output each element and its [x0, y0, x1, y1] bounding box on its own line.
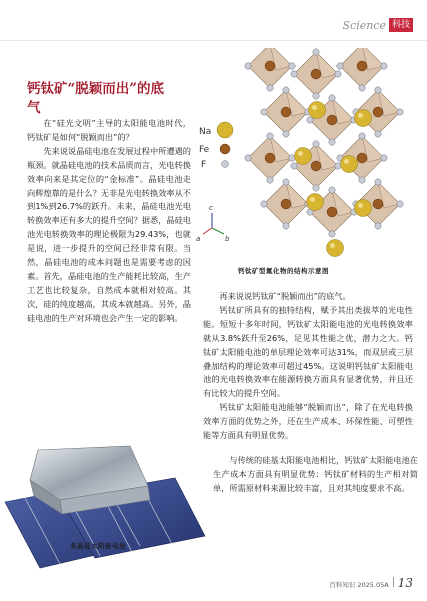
- right-column: [203, 290, 413, 443]
- fe-atom: [311, 69, 321, 79]
- f-atom: [289, 155, 295, 161]
- fe-atom: [281, 107, 291, 117]
- fe-atom: [373, 107, 383, 117]
- f-atom: [283, 87, 289, 93]
- perovskite-structure-figure: [195, 48, 425, 280]
- legend-fe-atom: [220, 144, 230, 154]
- fe-atom: [327, 115, 337, 125]
- section-label-cn: 科技: [389, 18, 413, 32]
- f-atom: [375, 223, 381, 229]
- f-atom: [245, 63, 251, 69]
- paragraph: 钙钛矿太阳能电池能够“脱颖而出”，除了在光电转换效率方面的优势之外，还在生产成本、环保性能、可塑性能等方面具有明显优势。: [203, 402, 413, 441]
- na-atom-highlight: [298, 151, 303, 156]
- na-atom: [327, 240, 344, 257]
- fe-atom: [327, 207, 337, 217]
- na-atom: [309, 102, 326, 119]
- legend-na-label: Na: [199, 127, 212, 137]
- f-atom: [289, 63, 295, 69]
- axis-b-label: b: [225, 235, 230, 243]
- fe-atom: [357, 61, 367, 71]
- f-atom: [261, 201, 267, 207]
- f-atom: [291, 163, 297, 169]
- na-atom-highlight: [312, 105, 317, 110]
- legend-f-label: F: [201, 160, 207, 170]
- right-column-lower: [213, 454, 418, 496]
- na-atom-highlight: [310, 197, 315, 202]
- na-atom-highlight: [358, 203, 363, 208]
- fe-atom: [265, 61, 275, 71]
- article-title: 钙钛矿“脱颖而出”的底气: [27, 81, 165, 116]
- f-atom: [375, 179, 381, 185]
- f-atom: [337, 63, 343, 69]
- f-atom: [313, 49, 319, 55]
- f-atom: [261, 109, 267, 115]
- header-divider: [0, 40, 427, 41]
- f-atom: [381, 63, 387, 69]
- f-atom: [359, 177, 365, 183]
- fe-atom: [281, 199, 291, 209]
- f-atom: [267, 177, 273, 183]
- legend-na-atom: [217, 122, 233, 138]
- left-column: [27, 117, 191, 326]
- f-atom: [329, 187, 335, 193]
- f-atom: [313, 185, 319, 191]
- f-atom: [291, 71, 297, 77]
- axis-indicator: [196, 204, 230, 243]
- f-atom: [245, 155, 251, 161]
- figure2-caption: 多晶硅太阳能电池: [70, 542, 126, 550]
- f-atom: [397, 109, 403, 115]
- f-atom: [267, 133, 273, 139]
- section-label-en: Science: [342, 18, 386, 32]
- f-atom: [359, 85, 365, 91]
- f-atom: [283, 179, 289, 185]
- f-atom: [381, 155, 387, 161]
- atom-legend: [199, 122, 233, 170]
- na-atom: [355, 200, 372, 217]
- polysilicon-cell-figure: [0, 440, 210, 580]
- fe-atom: [265, 153, 275, 163]
- paragraph: 钙钛矿所具有的独特结构，赋予其出类拔萃的光电性能。短短十多年时间，钙钛矿太阳能电池的光电转换效率就从3.8%跃升至26%，足见其性能之优，潜力之大。钙钛矿太阳能电池的单层理论效率可达31%，而双层或三层叠加结构的理论效率可超过45%。这说明钙钛矿太阳能电池的光电转换效率在能源转换方面具有显著优势，并且还有比较大的提升空间。: [203, 304, 413, 399]
- crystal-lattice: [245, 48, 403, 256]
- fe-atom: [357, 153, 367, 163]
- na-atom: [355, 110, 372, 127]
- f-atom: [329, 231, 335, 237]
- na-atom-highlight: [358, 113, 363, 118]
- f-atom: [283, 131, 289, 137]
- f-atom: [329, 95, 335, 101]
- page-number: 13: [397, 576, 413, 590]
- f-atom: [329, 139, 335, 145]
- na-atom: [341, 156, 358, 173]
- f-atom: [375, 87, 381, 93]
- f-atom: [283, 223, 289, 229]
- f-atom: [313, 141, 319, 147]
- f-atom: [335, 163, 341, 169]
- na-atom: [307, 194, 324, 211]
- axis-c-label: c: [209, 204, 213, 212]
- paragraph: 与传统的硅基太阳能电池相比，钙钛矿太阳能电池在生产成本方面具有明显优势：钙钛矿材料的生产相对简单，所需原材料来源比较丰富，且对其纯度要求不高。: [213, 455, 418, 493]
- na-atom-highlight: [330, 243, 335, 248]
- fe-atom: [373, 199, 383, 209]
- f-atom: [375, 131, 381, 137]
- paragraph: 在“硅光文明”主导的太阳能电池时代，钙钛矿是如何“脱颖而出”的？: [27, 118, 191, 142]
- figure1-caption: 钙钛矿型氟化物的结构示意图: [238, 267, 329, 275]
- paragraph: 再来说说钙钛矿“脱颖而出”的底气。: [219, 291, 351, 301]
- journal-label: 百科知识 2025.05A: [329, 581, 389, 589]
- f-atom: [335, 71, 341, 77]
- page-footer: [329, 576, 413, 590]
- na-atom-highlight: [344, 159, 349, 164]
- section-header: [343, 18, 414, 32]
- f-atom: [397, 201, 403, 207]
- legend-fe-label: Fe: [199, 145, 210, 155]
- legend-f-atom: [222, 161, 229, 168]
- paragraph: 先来说说晶硅电池在发展过程中所遭遇的瓶颈。就晶硅电池的技术品质而言，光电转换效率向来是其定位的“金标准”。晶硅电池走向辉煌靠的是什么？无非是光电转换效率从不到1%到26.7%的跃升。未来，晶硅电池光电转换效率还有多大的提升空间？据悉，晶硅电池光电转换效率的理论极限为29.43%，也就是说，进一步提升的空间已经非常有限。当然，晶硅电池的成本问题也是需要考虑的因素。首先，晶硅电池的生产能耗比较高，生产工艺也比较复杂，自然成本就相对较高。其次，硅的纯度越高，其成本就越高。另外，晶硅电池的生产对环境也会产生一定的影响。: [27, 145, 191, 323]
- f-atom: [359, 133, 365, 139]
- axis-a-label: a: [196, 235, 201, 243]
- na-atom: [295, 148, 312, 165]
- fe-atom: [311, 161, 321, 171]
- f-atom: [267, 85, 273, 91]
- footer-divider: [393, 577, 394, 587]
- f-atom: [307, 117, 313, 123]
- f-atom: [313, 93, 319, 99]
